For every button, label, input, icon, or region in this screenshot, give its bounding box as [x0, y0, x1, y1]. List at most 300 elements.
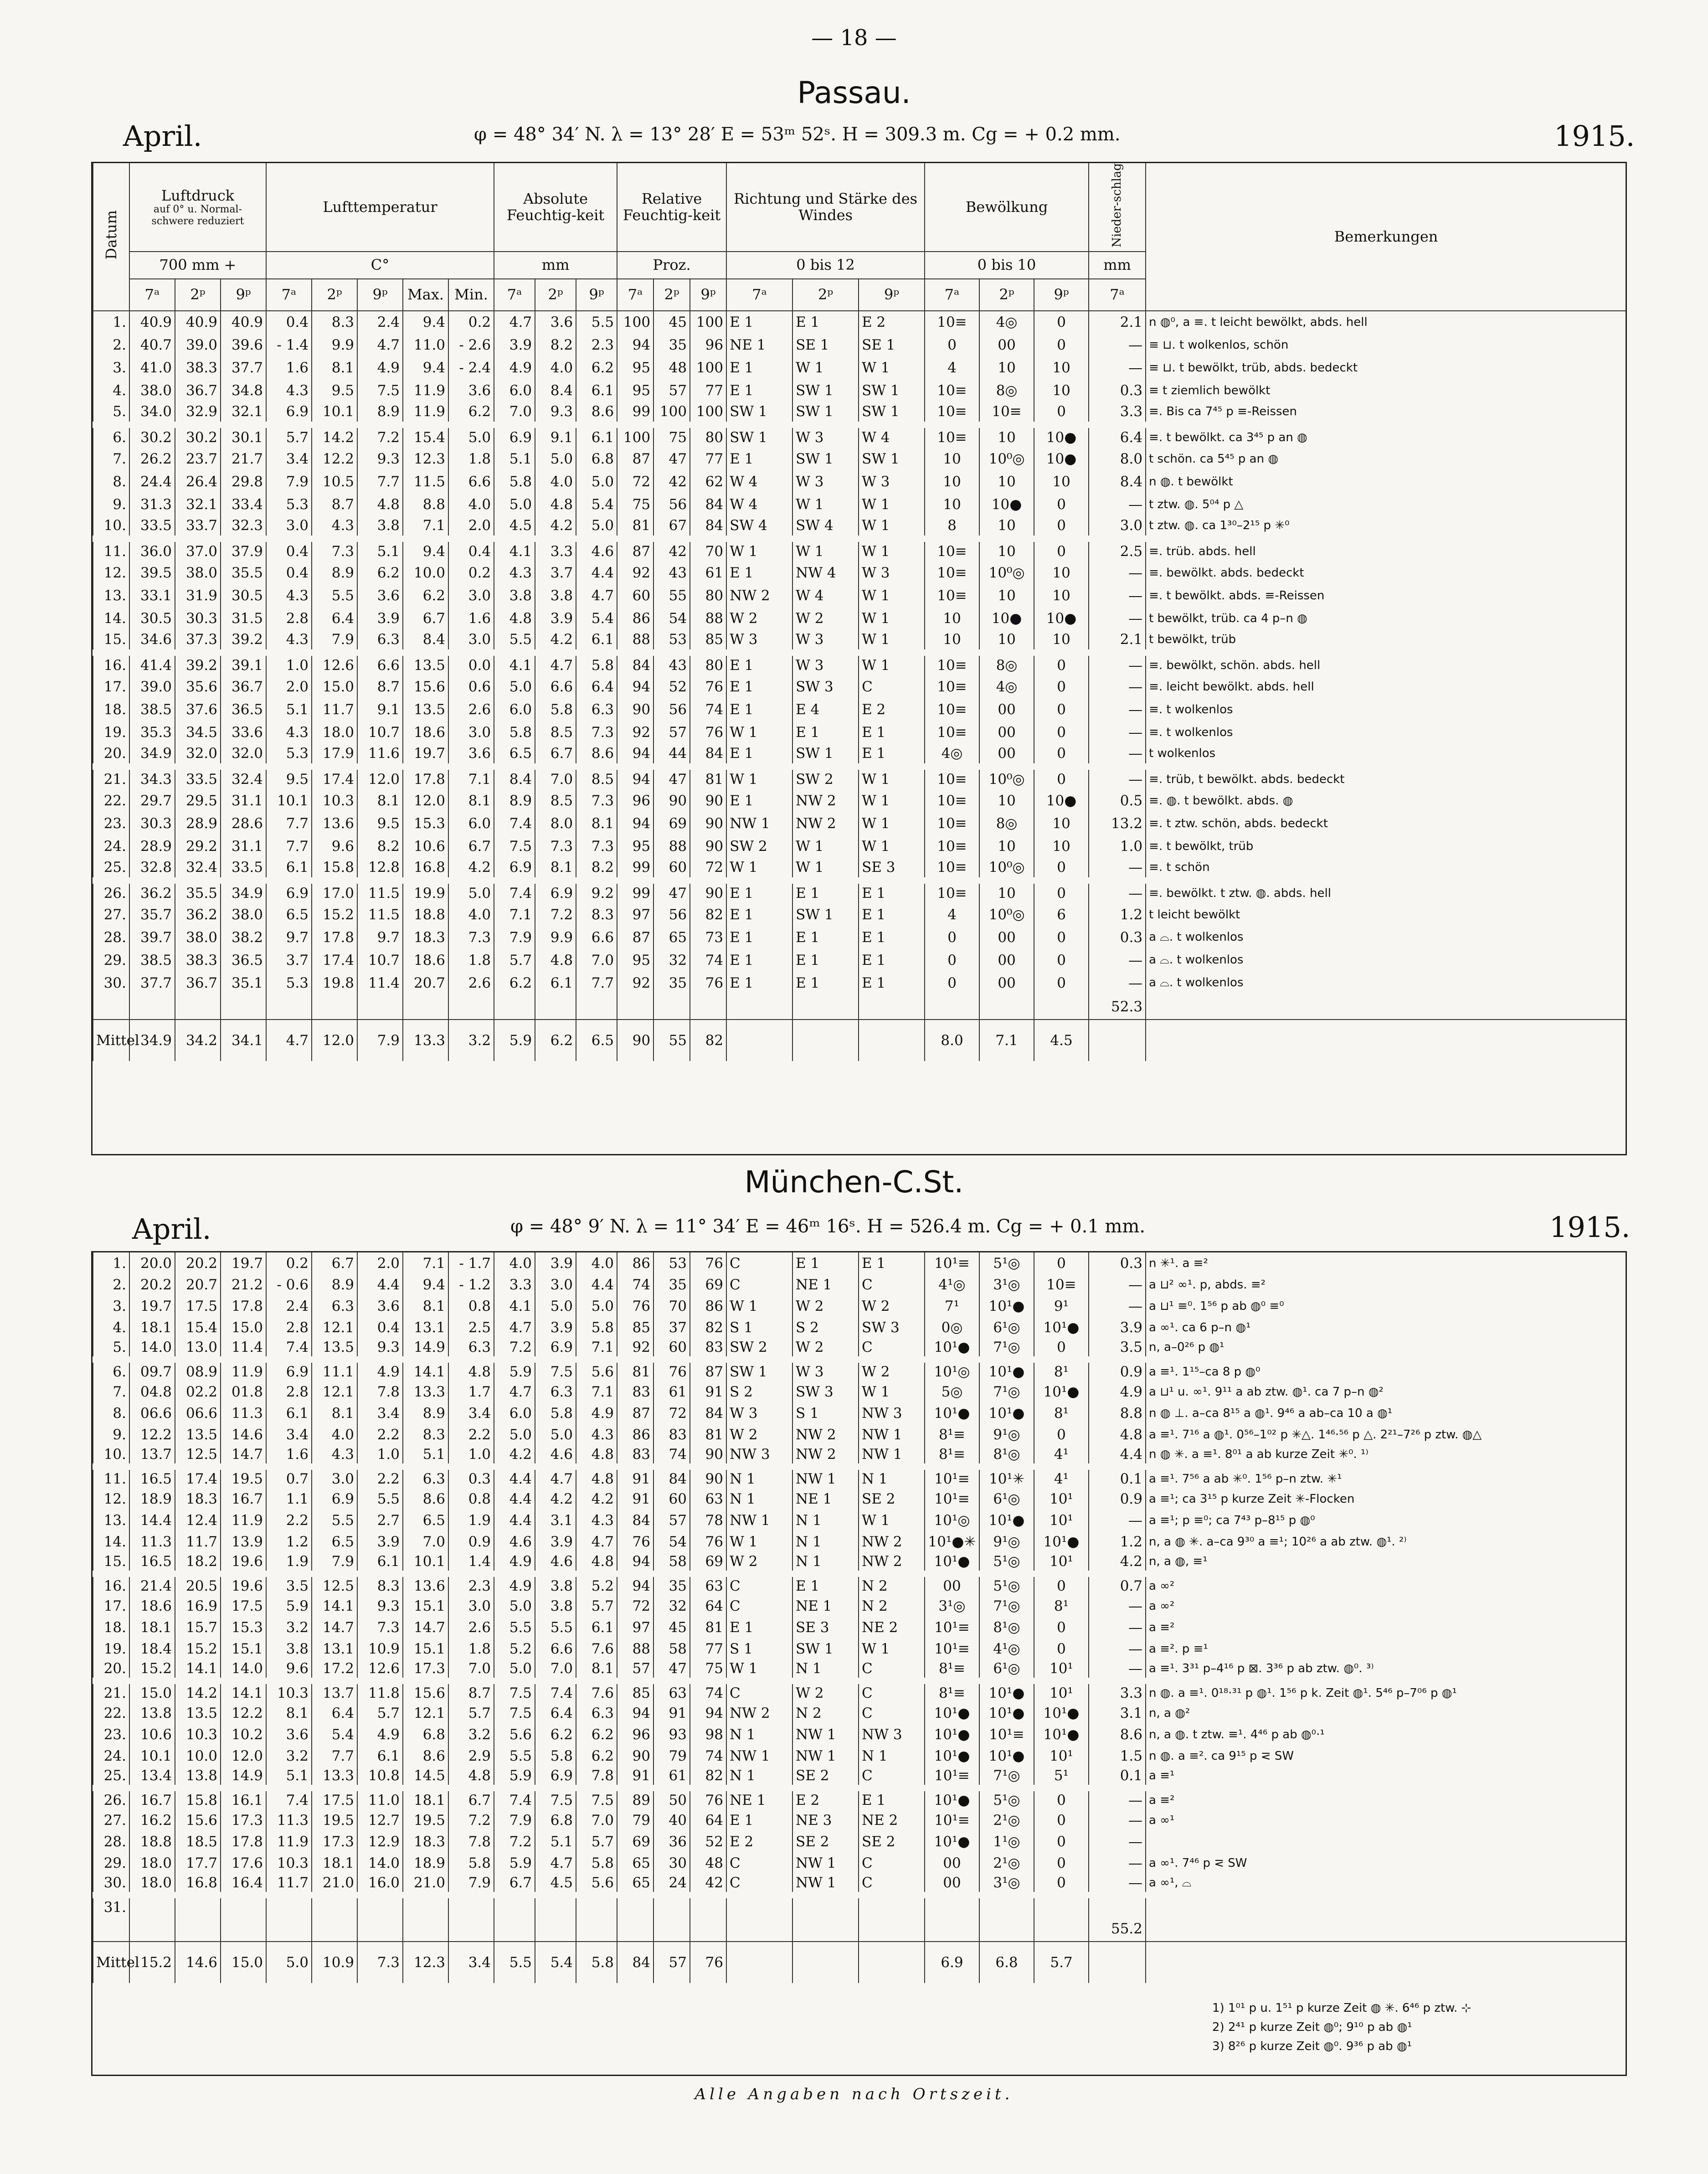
data-cell: 10¹ — [1034, 1659, 1089, 1681]
data-cell: 5¹◎ — [979, 1252, 1034, 1274]
mittel-value: 4.7 — [266, 1020, 312, 1061]
data-cell: 0 — [1034, 858, 1089, 881]
data-cell: 32 — [653, 949, 690, 972]
data-cell: 0 — [1034, 1809, 1089, 1831]
data-cell: 18.8 — [129, 1831, 175, 1852]
data-cell: 77 — [690, 1638, 726, 1659]
data-cell: 38.3 — [175, 949, 221, 972]
table-row — [93, 721, 1626, 744]
data-cell: 29.8 — [221, 470, 266, 493]
data-cell: 10 — [979, 470, 1034, 493]
data-cell: NE 2 — [859, 1617, 925, 1638]
data-cell: 60 — [653, 1488, 690, 1509]
data-cell: E 1 — [859, 972, 925, 994]
data-cell: 18.2 — [175, 1552, 221, 1574]
data-cell: — — [1089, 698, 1146, 721]
data-cell: 8¹≡ — [925, 1445, 979, 1467]
data-cell: SW 4 — [792, 516, 859, 539]
data-cell: 12.2 — [129, 1424, 175, 1445]
data-cell: 10≡ — [925, 835, 979, 858]
data-cell: 99 — [617, 881, 653, 903]
data-cell: 5.1 — [266, 698, 312, 721]
time-header-18: 2ᵖ — [979, 279, 1034, 311]
data-cell: 17.3 — [312, 1831, 357, 1852]
data-cell: 2.5 — [1089, 539, 1146, 562]
data-cell: 10¹✳ — [979, 1467, 1034, 1488]
data-cell: 91 — [617, 1767, 653, 1788]
data-cell: 4. — [93, 1317, 129, 1338]
time-header-5: 9ᵖ — [357, 279, 403, 311]
blank-cell — [357, 994, 403, 1020]
data-cell: 16.5 — [129, 1552, 175, 1574]
data-cell: SW 1 — [792, 903, 859, 926]
remark-cell: ≡. bewölkt, schön. abds. hell — [1146, 653, 1626, 675]
data-cell: 7.0 — [576, 1809, 617, 1831]
data-cell: 33.1 — [129, 584, 175, 607]
data-cell: 16.2 — [129, 1809, 175, 1831]
data-cell: 0 — [1034, 402, 1089, 425]
data-cell: 14.5 — [403, 1767, 448, 1788]
data-cell: 4¹◎ — [979, 1638, 1034, 1659]
data-cell: 5¹◎ — [979, 1552, 1034, 1574]
data-cell: 84 — [653, 1467, 690, 1488]
data-cell: 65 — [653, 926, 690, 949]
data-cell: 0 — [1034, 972, 1089, 994]
data-cell: 31.5 — [221, 607, 266, 630]
data-cell: 14.4 — [129, 1509, 175, 1531]
data-cell: 14. — [93, 607, 129, 630]
data-cell: W 1 — [859, 630, 925, 653]
data-cell: 4◎ — [979, 675, 1034, 698]
data-cell: 2.3 — [576, 334, 617, 356]
column-header-wind: Richtung und Stärke des Windes — [726, 163, 925, 252]
data-cell: SE 2 — [792, 1831, 859, 1852]
data-cell: 20. — [93, 744, 129, 767]
data-cell: 21.7 — [221, 448, 266, 470]
data-cell: 8.1 — [266, 1702, 312, 1724]
table-row — [93, 311, 1626, 334]
data-cell: 10 — [979, 789, 1034, 812]
data-cell: 4.8 — [535, 493, 576, 516]
data-cell: 8.4 — [1089, 470, 1146, 493]
data-cell: 5.9 — [266, 1595, 312, 1617]
data-cell: 32.1 — [221, 402, 266, 425]
time-header-13: 9ᵖ — [690, 279, 726, 311]
data-cell: 88 — [653, 835, 690, 858]
unit-nied_unit: mm — [1089, 252, 1146, 279]
data-cell: E 2 — [726, 1831, 792, 1852]
data-cell: 7¹ — [925, 1295, 979, 1317]
data-cell: 4.0 — [448, 493, 494, 516]
data-cell: 8¹≡ — [925, 1424, 979, 1445]
blank-cell — [653, 1916, 690, 1942]
data-cell: 9.3 — [357, 1595, 403, 1617]
data-cell: 6.7 — [535, 744, 576, 767]
data-cell: W 1 — [792, 493, 859, 516]
data-cell: 39.2 — [175, 653, 221, 675]
data-cell: 3.1 — [1089, 1702, 1146, 1724]
station-coords-passau: φ = 48° 34′ N. λ = 13° 28′ E = 53ᵐ 52ˢ. H = 309.3 m. Cg = + 0.2 mm. — [474, 124, 1121, 145]
data-cell: 2. — [93, 334, 129, 356]
data-cell: 7.1 — [403, 1252, 448, 1274]
data-cell: 4¹◎ — [925, 1274, 979, 1295]
data-cell: N 1 — [859, 1745, 925, 1767]
data-cell: C — [859, 1681, 925, 1702]
data-cell: 39.7 — [129, 926, 175, 949]
data-cell: 7.6 — [576, 1638, 617, 1659]
data-cell: 10.0 — [403, 562, 448, 584]
blank-cell — [93, 1916, 129, 1942]
data-cell: 6.3 — [576, 1702, 617, 1724]
data-cell: 6.9 — [312, 1488, 357, 1509]
data-cell: 18.6 — [403, 721, 448, 744]
data-cell: 1¹◎ — [979, 1831, 1034, 1852]
data-cell: 90 — [690, 835, 726, 858]
data-cell: 39.0 — [175, 334, 221, 356]
data-cell: 10¹≡ — [925, 1809, 979, 1831]
data-cell: 10¹◎ — [925, 1509, 979, 1531]
data-cell: NW 1 — [792, 1852, 859, 1874]
data-cell: 5.8 — [448, 1852, 494, 1874]
data-cell: 7.4 — [494, 1788, 535, 1809]
data-cell: 10 — [979, 425, 1034, 448]
data-cell: SE 1 — [792, 334, 859, 356]
data-cell: 5.6 — [576, 1874, 617, 1895]
data-cell: N 1 — [726, 1724, 792, 1745]
remark-cell: t ztw. ◍. ca 1³⁰–2¹⁵ p ✳⁰ — [1146, 516, 1626, 539]
data-cell: 4.4 — [1089, 1445, 1146, 1467]
table-row — [93, 881, 1626, 903]
data-cell: 20.7 — [175, 1274, 221, 1295]
data-cell: 53 — [653, 630, 690, 653]
data-cell: 34.6 — [129, 630, 175, 653]
data-cell: 0 — [1034, 744, 1089, 767]
data-cell: 54 — [653, 1531, 690, 1552]
data-cell: W 3 — [792, 630, 859, 653]
data-cell: 5.7 — [576, 1831, 617, 1852]
data-cell: 17.5 — [221, 1595, 266, 1617]
time-header-10: 9ᵖ — [576, 279, 617, 311]
data-cell: 10≡ — [925, 653, 979, 675]
data-cell: 4.8 — [448, 1360, 494, 1381]
data-cell: W 1 — [859, 835, 925, 858]
data-cell: — — [1089, 744, 1146, 767]
table-row — [93, 1360, 1626, 1381]
blank-cell — [1034, 1916, 1089, 1942]
data-cell: 36.5 — [221, 949, 266, 972]
data-cell: 19.5 — [403, 1809, 448, 1831]
data-cell: 4.9 — [357, 1360, 403, 1381]
data-cell: 10.3 — [175, 1724, 221, 1745]
data-cell: 5.4 — [576, 493, 617, 516]
mittel-value: 5.5 — [494, 1942, 535, 1983]
data-cell: 4.0 — [576, 1252, 617, 1274]
data-cell: 3.9 — [535, 607, 576, 630]
data-cell: 36.7 — [221, 675, 266, 698]
table-row — [93, 926, 1626, 949]
data-cell: 3.4 — [266, 1424, 312, 1445]
data-cell: 76 — [690, 675, 726, 698]
data-cell: S 2 — [726, 1381, 792, 1402]
data-cell: 5¹◎ — [979, 1574, 1034, 1595]
data-cell: 5.8 — [576, 653, 617, 675]
data-cell: 6.5 — [266, 903, 312, 926]
time-header-8: 7ᵃ — [494, 279, 535, 311]
data-cell: 0.2 — [266, 1252, 312, 1274]
data-cell: 4.7 — [576, 1531, 617, 1552]
data-cell: 8.2 — [357, 835, 403, 858]
data-cell: 3.1 — [535, 1509, 576, 1531]
data-cell: E 1 — [726, 675, 792, 698]
data-cell: 1.4 — [448, 1552, 494, 1574]
table-row — [93, 1681, 1626, 1702]
data-cell: 06.6 — [175, 1402, 221, 1424]
data-cell: NW 1 — [859, 1424, 925, 1445]
data-cell: 32.4 — [221, 767, 266, 789]
data-cell: 18. — [93, 698, 129, 721]
data-cell: SW 3 — [792, 1381, 859, 1402]
data-cell: SE 3 — [859, 858, 925, 881]
time-header-14: 7ᵃ — [726, 279, 792, 311]
data-cell: 72 — [653, 1402, 690, 1424]
remark-cell — [1146, 1831, 1626, 1852]
data-cell: 5.2 — [494, 1638, 535, 1659]
data-cell: 3.7 — [535, 562, 576, 584]
data-cell: 24.4 — [129, 470, 175, 493]
data-cell: 5.2 — [576, 1574, 617, 1595]
table-row — [93, 1895, 1626, 1916]
blank-cell — [1146, 1942, 1626, 1983]
data-cell: 11.9 — [266, 1831, 312, 1852]
data-cell: 7.5 — [576, 1788, 617, 1809]
data-cell: 33.5 — [221, 858, 266, 881]
data-cell: 9.6 — [266, 1659, 312, 1681]
data-cell: 76 — [617, 1531, 653, 1552]
data-cell: 10¹● — [925, 1702, 979, 1724]
data-cell: 15.6 — [403, 1681, 448, 1702]
data-cell: SW 3 — [792, 675, 859, 698]
data-cell: 13.5 — [312, 1338, 357, 1360]
mittel-value — [726, 1942, 792, 1983]
data-cell: 43 — [653, 562, 690, 584]
data-cell: SW 2 — [792, 767, 859, 789]
table-row — [93, 949, 1626, 972]
data-cell: 0 — [925, 926, 979, 949]
data-cell: 13.3 — [403, 1381, 448, 1402]
blank-cell — [1089, 1942, 1146, 1983]
remark-cell: n ◍ ⊥. a–ca 8¹⁵ a ◍¹. 9⁴⁶ a ab–ca 10 a ◍¹ — [1146, 1402, 1626, 1424]
data-cell: 10 — [1034, 356, 1089, 379]
mittel-value: 82 — [690, 1020, 726, 1061]
data-cell: S 1 — [726, 1638, 792, 1659]
data-cell: W 3 — [792, 425, 859, 448]
data-cell: 4 — [925, 903, 979, 926]
data-cell: 4.7 — [494, 311, 535, 334]
data-cell: W 3 — [859, 562, 925, 584]
data-cell: 4.7 — [535, 1467, 576, 1488]
data-cell: 8.5 — [535, 721, 576, 744]
data-cell: 10≡ — [925, 539, 979, 562]
data-cell: 4.2 — [576, 1488, 617, 1509]
remark-cell: ≡. trüb. abds. hell — [1146, 539, 1626, 562]
remark-cell: n ◍. a ≡¹. 0¹⁸·³¹ p ◍¹. 1⁵⁶ p k. Zeit ◍¹. 5⁴⁶ p–7⁰⁶ p ◍¹ — [1146, 1681, 1626, 1702]
data-cell: 11.0 — [403, 334, 448, 356]
data-cell: 6.9 — [535, 1338, 576, 1360]
table-row — [93, 1338, 1626, 1360]
data-cell: 99 — [617, 402, 653, 425]
remark-cell: ≡ t ziemlich bewölkt — [1146, 379, 1626, 402]
data-cell: 11.8 — [357, 1681, 403, 1702]
remark-cell: a ⌓. t wolkenlos — [1146, 972, 1626, 994]
data-cell: 37.0 — [175, 539, 221, 562]
data-cell: 12.0 — [403, 789, 448, 812]
data-cell: 6.6 — [535, 1638, 576, 1659]
data-cell: 5.3 — [266, 972, 312, 994]
data-cell: 7.0 — [403, 1531, 448, 1552]
data-cell: 74 — [690, 1681, 726, 1702]
data-cell: 5.4 — [312, 1724, 357, 1745]
data-cell: 0.9 — [448, 1531, 494, 1552]
data-cell: 3.5 — [1089, 1338, 1146, 1360]
blank-cell — [221, 994, 266, 1020]
data-cell: 4.1 — [494, 653, 535, 675]
data-cell: 52 — [653, 675, 690, 698]
table-row — [93, 379, 1626, 402]
data-cell: 83 — [690, 1338, 726, 1360]
data-cell: 3.3 — [1089, 1681, 1146, 1702]
data-cell: 96 — [690, 334, 726, 356]
data-cell: W 2 — [859, 1295, 925, 1317]
data-cell: 30.3 — [129, 812, 175, 835]
table-row — [93, 1659, 1626, 1681]
data-cell: 4. — [93, 379, 129, 402]
data-cell: 18.0 — [129, 1874, 175, 1895]
data-cell: 32.4 — [175, 858, 221, 881]
data-cell: SE 2 — [859, 1831, 925, 1852]
data-cell: 4.8 — [1089, 1424, 1146, 1445]
data-cell: 4 — [925, 356, 979, 379]
data-cell: 94 — [617, 767, 653, 789]
data-cell: 08.9 — [175, 1360, 221, 1381]
data-cell: 8.9 — [312, 1274, 357, 1295]
data-cell: E 1 — [726, 356, 792, 379]
data-cell: 63 — [690, 1574, 726, 1595]
data-cell: NW 1 — [726, 1745, 792, 1767]
remark-cell: a ⊔¹ u. ∞¹. 9¹¹ a ab ztw. ◍¹. ca 7 p–n ◍² — [1146, 1381, 1626, 1402]
data-cell: 0.3 — [448, 1467, 494, 1488]
data-cell: 81 — [617, 1360, 653, 1381]
data-cell: 7.5 — [357, 379, 403, 402]
blank-cell — [535, 994, 576, 1020]
table-row — [93, 425, 1626, 448]
data-cell: 12.5 — [175, 1445, 221, 1467]
remark-cell: n, a ◍² — [1146, 1702, 1626, 1724]
data-cell: 6.2 — [535, 1724, 576, 1745]
data-cell: 37.7 — [221, 356, 266, 379]
data-cell: 10≡ — [925, 858, 979, 881]
data-cell: 31.9 — [175, 584, 221, 607]
data-cell: 1.0 — [357, 1445, 403, 1467]
data-cell: 9.1 — [535, 425, 576, 448]
data-cell: 30.2 — [129, 425, 175, 448]
data-cell: 79 — [653, 1745, 690, 1767]
data-cell: 8.5 — [535, 789, 576, 812]
data-cell: 3.3 — [494, 1274, 535, 1295]
data-cell — [859, 1895, 925, 1916]
data-cell: 2.0 — [266, 675, 312, 698]
data-cell: 5.0 — [494, 1595, 535, 1617]
data-cell: 7.8 — [448, 1831, 494, 1852]
data-cell: 11.4 — [221, 1338, 266, 1360]
data-cell: 6.4 — [1089, 425, 1146, 448]
data-cell: 7.3 — [448, 926, 494, 949]
data-cell: 58 — [653, 1552, 690, 1574]
data-cell: 76 — [690, 1788, 726, 1809]
data-cell: 7.3 — [535, 835, 576, 858]
data-cell: 8.7 — [357, 675, 403, 698]
data-cell: 5.1 — [357, 539, 403, 562]
data-cell: 4.3 — [312, 516, 357, 539]
data-cell: W 1 — [859, 493, 925, 516]
data-cell: 8.6 — [403, 1488, 448, 1509]
table-row — [93, 516, 1626, 539]
data-cell: 10≡ — [925, 379, 979, 402]
data-cell: 5.7 — [357, 1702, 403, 1724]
data-cell: 13.6 — [312, 812, 357, 835]
data-cell: 13.5 — [175, 1424, 221, 1445]
data-cell: 15.1 — [403, 1595, 448, 1617]
data-cell: 17.5 — [175, 1295, 221, 1317]
data-cell: 2.4 — [266, 1295, 312, 1317]
remark-cell: ≡. bewölkt. abds. bedeckt — [1146, 562, 1626, 584]
data-cell: 17.5 — [312, 1788, 357, 1809]
data-cell: 6.6 — [357, 653, 403, 675]
data-cell: 5.5 — [494, 1745, 535, 1767]
data-cell: 47 — [653, 1659, 690, 1681]
luftdruck-title: Luftdruck — [161, 186, 235, 204]
data-cell: E 1 — [726, 972, 792, 994]
data-cell: 43 — [653, 653, 690, 675]
remark-cell: a ≡¹; ca 3¹⁵ p kurze Zeit ✳-Flocken — [1146, 1488, 1626, 1509]
data-cell: 18.6 — [403, 949, 448, 972]
data-cell: 69 — [690, 1552, 726, 1574]
data-cell — [617, 1895, 653, 1916]
data-cell: 6.4 — [535, 1702, 576, 1724]
data-cell: 7.4 — [494, 881, 535, 903]
remark-cell: ≡. leicht bewölkt. abds. hell — [1146, 675, 1626, 698]
data-cell: 3. — [93, 1295, 129, 1317]
unit-rel_unit: Proz. — [617, 252, 726, 279]
data-cell: 3.2 — [266, 1617, 312, 1638]
mittel-value: 12.0 — [312, 1020, 357, 1061]
time-header-4: 2ᵖ — [312, 279, 357, 311]
data-cell: N 1 — [726, 1767, 792, 1788]
data-cell: 4.6 — [535, 1552, 576, 1574]
data-cell: 92 — [617, 721, 653, 744]
data-cell: NW 2 — [792, 789, 859, 812]
data-cell — [726, 1895, 792, 1916]
mittel-value: 55 — [653, 1020, 690, 1061]
data-cell: 6.9 — [266, 402, 312, 425]
data-cell: 0.8 — [448, 1488, 494, 1509]
data-cell: 81 — [690, 1424, 726, 1445]
data-cell: 87 — [617, 448, 653, 470]
data-cell: 21.0 — [312, 1874, 357, 1895]
data-cell: 100 — [617, 425, 653, 448]
data-cell: 10≡ — [925, 675, 979, 698]
mittel-value: 8.0 — [925, 1020, 979, 1061]
data-cell: W 3 — [726, 1402, 792, 1424]
